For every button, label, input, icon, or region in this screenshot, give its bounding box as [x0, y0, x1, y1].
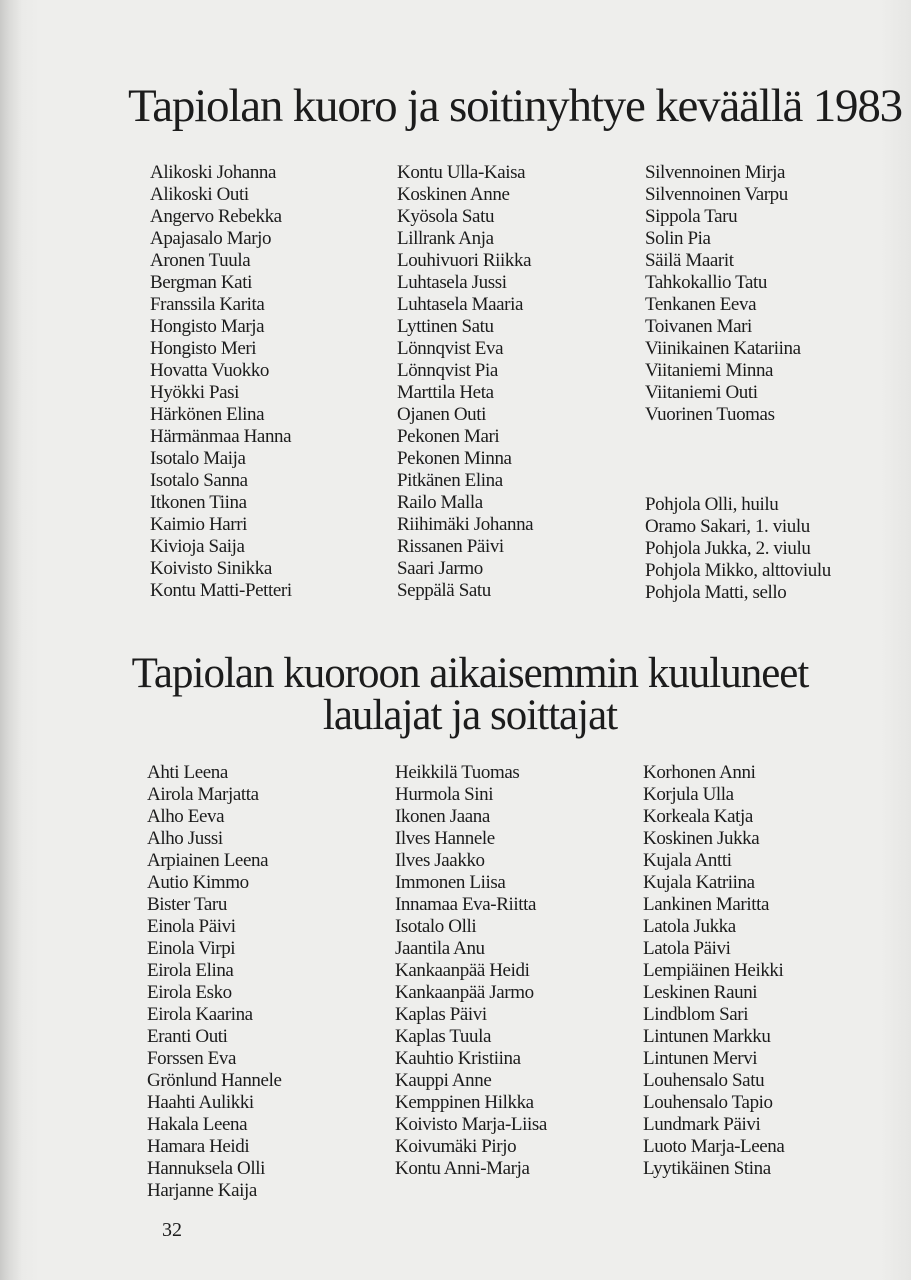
name-entry: Koskinen Jukka: [643, 828, 760, 849]
page-number: 32: [162, 1219, 182, 1241]
name-entry: Lankinen Maritta: [643, 894, 770, 915]
name-entry: Itkonen Tiina: [150, 492, 247, 513]
name-entry: Korhonen Anni: [643, 762, 756, 783]
name-entry: Ilves Hannele: [395, 828, 495, 849]
name-entry: Koivisto Sinikka: [150, 558, 272, 579]
name-entry: Riihimäki Johanna: [397, 514, 534, 535]
name-entry: Kankaanpää Jarmo: [395, 982, 534, 1003]
name-entry: Grönlund Hannele: [147, 1070, 282, 1091]
name-entry: Kauppi Anne: [395, 1070, 492, 1091]
name-entry: Koivumäki Pirjo: [395, 1136, 517, 1157]
name-entry: Härkönen Elina: [150, 404, 265, 425]
name-entry: Eirola Kaarina: [147, 1004, 253, 1025]
name-entry: Isotalo Maija: [150, 448, 246, 469]
name-entry: Kankaanpää Heidi: [395, 960, 530, 981]
section2-heading-line2: laulajat ja soittajat: [322, 692, 618, 739]
page-spine-shadow: [0, 0, 22, 1280]
name-entry: Ojanen Outi: [397, 404, 486, 425]
name-entry: Lintunen Mervi: [643, 1048, 758, 1069]
name-entry: Eranti Outi: [147, 1026, 228, 1047]
name-entry: Latola Jukka: [643, 916, 736, 937]
name-entry: Lempiäinen Heikki: [643, 960, 784, 981]
name-entry: Korjula Ulla: [643, 784, 734, 805]
name-entry: Alho Jussi: [147, 828, 223, 849]
name-entry: Hongisto Marja: [150, 316, 265, 337]
section1-column-1: [150, 162, 292, 602]
name-entry: Hakala Leena: [147, 1114, 248, 1135]
name-entry: Solin Pia: [645, 228, 711, 249]
section1-heading: Tapiolan kuoro ja soitinyhtye keväällä 1983: [128, 80, 902, 132]
name-entry: Ilves Jaakko: [395, 850, 485, 871]
name-entry: Pekonen Mari: [397, 426, 500, 447]
name-entry: Korkeala Katja: [643, 806, 753, 827]
name-entry: Isotalo Sanna: [150, 470, 248, 491]
name-entry: Eirola Esko: [147, 982, 232, 1003]
name-entry: Eirola Elina: [147, 960, 234, 981]
name-entry: Apajasalo Marjo: [150, 228, 272, 249]
name-entry: Koivisto Marja-Liisa: [395, 1114, 547, 1135]
name-entry: Pohjola Jukka, 2. viulu: [645, 538, 811, 559]
name-entry: Pohjola Mikko, alttoviulu: [645, 560, 831, 581]
name-entry: Lintunen Markku: [643, 1026, 771, 1047]
name-entry: Bergman Kati: [150, 272, 252, 293]
name-entry: Lindblom Sari: [643, 1004, 749, 1025]
name-entry: Oramo Sakari, 1. viulu: [645, 516, 810, 537]
name-entry: Jaantila Anu: [395, 938, 485, 959]
name-entry: Ikonen Jaana: [395, 806, 490, 827]
name-entry: Kujala Katriina: [643, 872, 755, 893]
name-entry: Bister Taru: [147, 894, 227, 915]
name-entry: Luhtasela Jussi: [397, 272, 507, 293]
name-entry: Einola Päivi: [147, 916, 236, 937]
name-entry: Marttila Heta: [397, 382, 494, 403]
name-entry: Säilä Maarit: [645, 250, 734, 271]
name-entry: Isotalo Olli: [395, 916, 477, 937]
name-entry: Luhtasela Maaria: [397, 294, 524, 315]
name-entry: Hyökki Pasi: [150, 382, 240, 403]
name-entry: Rissanen Päivi: [397, 536, 504, 557]
name-entry: Louhensalo Satu: [643, 1070, 765, 1091]
name-entry: Kivioja Saija: [150, 536, 245, 557]
name-entry: Härmänmaa Hanna: [150, 426, 292, 447]
name-entry: Saari Jarmo: [397, 558, 483, 579]
name-entry: Lillrank Anja: [397, 228, 494, 249]
name-entry: Koskinen Anne: [397, 184, 510, 205]
section2-heading: [60, 650, 880, 739]
section2-column-1: [147, 762, 281, 1202]
name-entry: Tahkokallio Tatu: [645, 272, 767, 293]
name-entry: Alho Eeva: [147, 806, 225, 827]
name-entry: Haahti Aulikki: [147, 1092, 254, 1113]
section2-column-3: [643, 762, 784, 1180]
name-entry: Hongisto Meri: [150, 338, 257, 359]
name-entry: Ahti Leena: [147, 762, 228, 783]
instrumentalists-list: [645, 494, 831, 604]
name-entry: Lönnqvist Pia: [397, 360, 498, 381]
name-entry: Aronen Tuula: [150, 250, 251, 271]
name-entry: Airola Marjatta: [147, 784, 259, 805]
name-entry: Lundmark Päivi: [643, 1114, 761, 1135]
name-entry: Kontu Ulla-Kaisa: [397, 162, 526, 183]
name-entry: Kaplas Tuula: [395, 1026, 492, 1047]
name-entry: Toivanen Mari: [645, 316, 752, 337]
name-entry: Tenkanen Eeva: [645, 294, 757, 315]
name-entry: Kauhtio Kristiina: [395, 1048, 521, 1069]
section1-column-2: [397, 162, 533, 602]
name-entry: Kontu Matti-Petteri: [150, 580, 292, 601]
name-entry: Kemppinen Hilkka: [395, 1092, 534, 1113]
name-entry: Lyttinen Satu: [397, 316, 494, 337]
name-entry: Luoto Marja-Leena: [643, 1136, 785, 1157]
name-entry: Heikkilä Tuomas: [395, 762, 520, 783]
name-entry: Innamaa Eva-Riitta: [395, 894, 537, 915]
name-entry: Franssila Karita: [150, 294, 265, 315]
name-entry: Vuorinen Tuomas: [645, 404, 775, 425]
name-entry: Kaplas Päivi: [395, 1004, 487, 1025]
name-entry: Railo Malla: [397, 492, 483, 513]
name-entry: Einola Virpi: [147, 938, 236, 959]
name-entry: Hamara Heidi: [147, 1136, 250, 1157]
name-entry: Immonen Liisa: [395, 872, 506, 893]
name-entry: Pekonen Minna: [397, 448, 512, 469]
section1-column-3: [645, 162, 801, 426]
name-entry: Hurmola Sini: [395, 784, 494, 805]
section2-column-2: [395, 762, 547, 1180]
name-entry: Forssen Eva: [147, 1048, 237, 1069]
name-entry: Latola Päivi: [643, 938, 731, 959]
name-entry: Hovatta Vuokko: [150, 360, 270, 381]
name-entry: Lönnqvist Eva: [397, 338, 504, 359]
name-entry: Viitaniemi Minna: [645, 360, 774, 381]
name-entry: Lyytikäinen Stina: [643, 1158, 771, 1179]
name-entry: Kyösola Satu: [397, 206, 495, 227]
name-entry: Alikoski Johanna: [150, 162, 277, 183]
name-entry: Harjanne Kaija: [147, 1180, 257, 1201]
name-entry: Kontu Anni-Marja: [395, 1158, 530, 1179]
name-entry: Seppälä Satu: [397, 580, 491, 601]
name-entry: Viitaniemi Outi: [645, 382, 758, 403]
name-entry: Kujala Antti: [643, 850, 732, 871]
name-entry: Angervo Rebekka: [150, 206, 282, 227]
name-entry: Louhivuori Riikka: [397, 250, 532, 271]
name-entry: Arpiainen Leena: [147, 850, 269, 871]
name-entry: Pohjola Olli, huilu: [645, 494, 779, 515]
name-entry: Autio Kimmo: [147, 872, 249, 893]
name-entry: Pohjola Matti, sello: [645, 582, 787, 603]
name-entry: Kaimio Harri: [150, 514, 248, 535]
name-entry: Alikoski Outi: [150, 184, 249, 205]
name-entry: Silvennoinen Mirja: [645, 162, 786, 183]
name-entry: Louhensalo Tapio: [643, 1092, 773, 1113]
name-entry: Leskinen Rauni: [643, 982, 758, 1003]
name-entry: Hannuksela Olli: [147, 1158, 266, 1179]
section2-heading-line1: Tapiolan kuoroon aikaisemmin kuuluneet: [131, 650, 809, 697]
name-entry: Viinikainen Katariina: [645, 338, 801, 359]
name-entry: Silvennoinen Varpu: [645, 184, 788, 205]
name-entry: Pitkänen Elina: [397, 470, 503, 491]
name-entry: Sippola Taru: [645, 206, 738, 227]
